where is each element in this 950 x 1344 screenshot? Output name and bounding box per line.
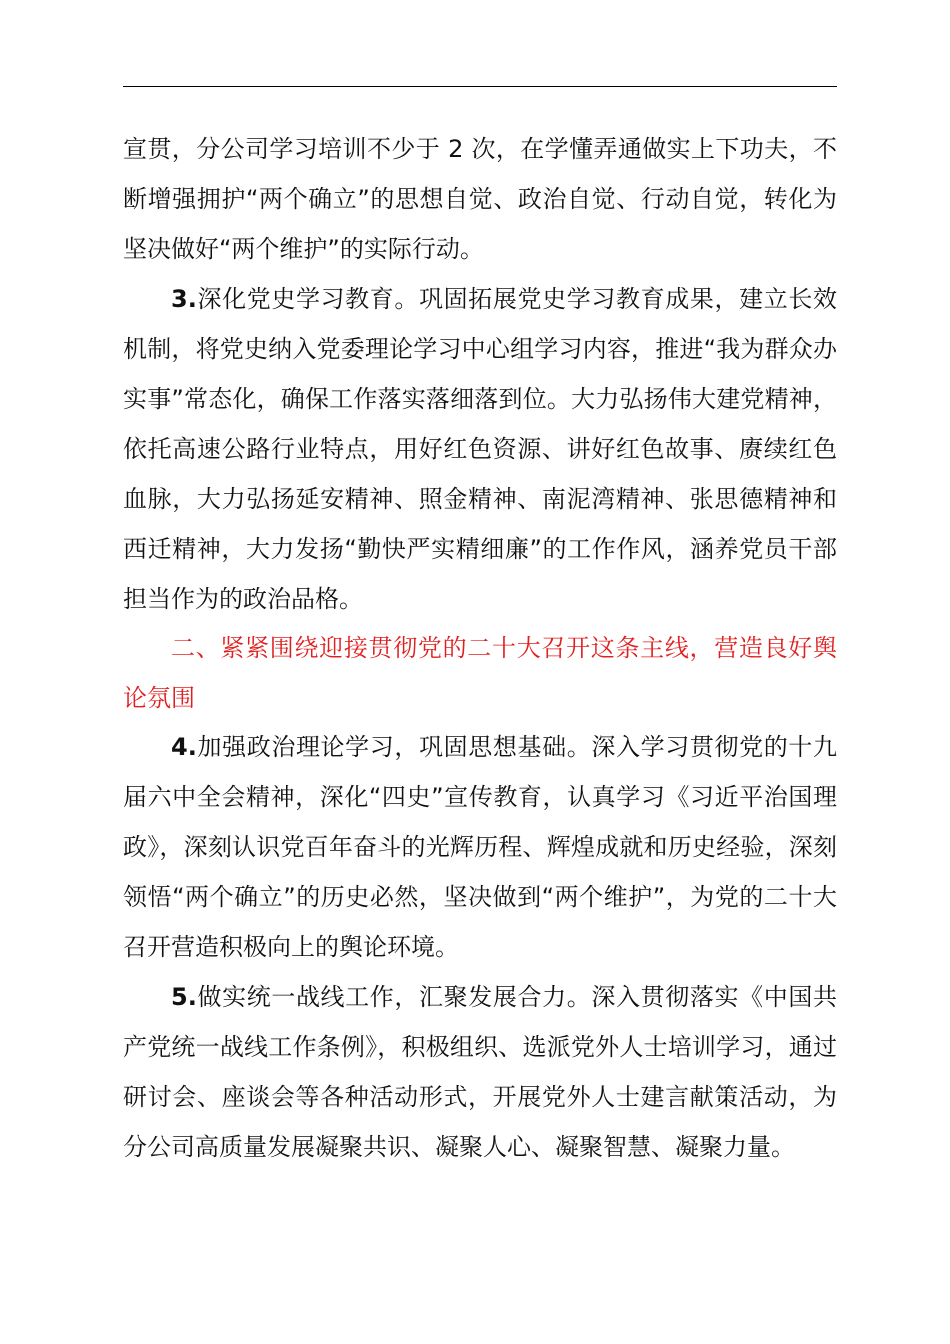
paragraph-item-5 <box>123 972 837 1172</box>
paragraph-item-4 <box>123 722 837 972</box>
item-number: 3. <box>171 285 197 313</box>
heading-text: 二、紧紧围绕迎接贯彻党的二十大召开这条主线，营造良好舆论氛围 <box>123 634 837 712</box>
item-number: 4. <box>171 733 197 761</box>
paragraph-item-3 <box>123 274 837 624</box>
section-heading <box>123 623 837 723</box>
paragraph-text: 宣贯，分公司学习培训不少于 2 次，在学懂弄通做实上下功夫，不断增强拥护“两个确立”的思想自觉、政治自觉、行动自觉，转化为坚决做好“两个维护”的实际行动。 <box>123 135 837 263</box>
header-rule <box>123 86 837 87</box>
item-number: 5. <box>171 983 197 1011</box>
paragraph-text: 深化党史学习教育。巩固拓展党史学习教育成果，建立长效机制，将党史纳入党委理论学习中心组学习内容，推进“我为群众办实事”常态化，确保工作落实落细落到位。大力弘扬伟大建党精神，依托高速公路行业特点，用好红色资源、讲好红色故事、赓续红色血脉，大力弘扬延安精神、照金精神、南泥湾精神、张思德精神和西迁精神，大力发扬“勤快严实精细廉”的工作作风，涵养党员干部担当作为的政治品格。 <box>123 285 837 613</box>
paragraph-text: 做实统一战线工作，汇聚发展合力。深入贯彻落实《中国共产党统一战线工作条例》，积极组织、选派党外人士培训学习，通过研讨会、座谈会等各种活动形式，开展党外人士建言献策活动，为分公司高质量发展凝聚共识、凝聚人心、凝聚智慧、凝聚力量。 <box>123 983 837 1161</box>
paragraph-continuation <box>123 124 837 274</box>
paragraph-text: 加强政治理论学习，巩固思想基础。深入学习贯彻党的十九届六中全会精神，深化“四史”宣传教育，认真学习《习近平治国理政》，深刻认识党百年奋斗的光辉历程、辉煌成就和历史经验，深刻领悟“两个确立”的历史必然，坚决做到“两个维护”，为党的二十大召开营造积极向上的舆论环境。 <box>123 733 837 961</box>
